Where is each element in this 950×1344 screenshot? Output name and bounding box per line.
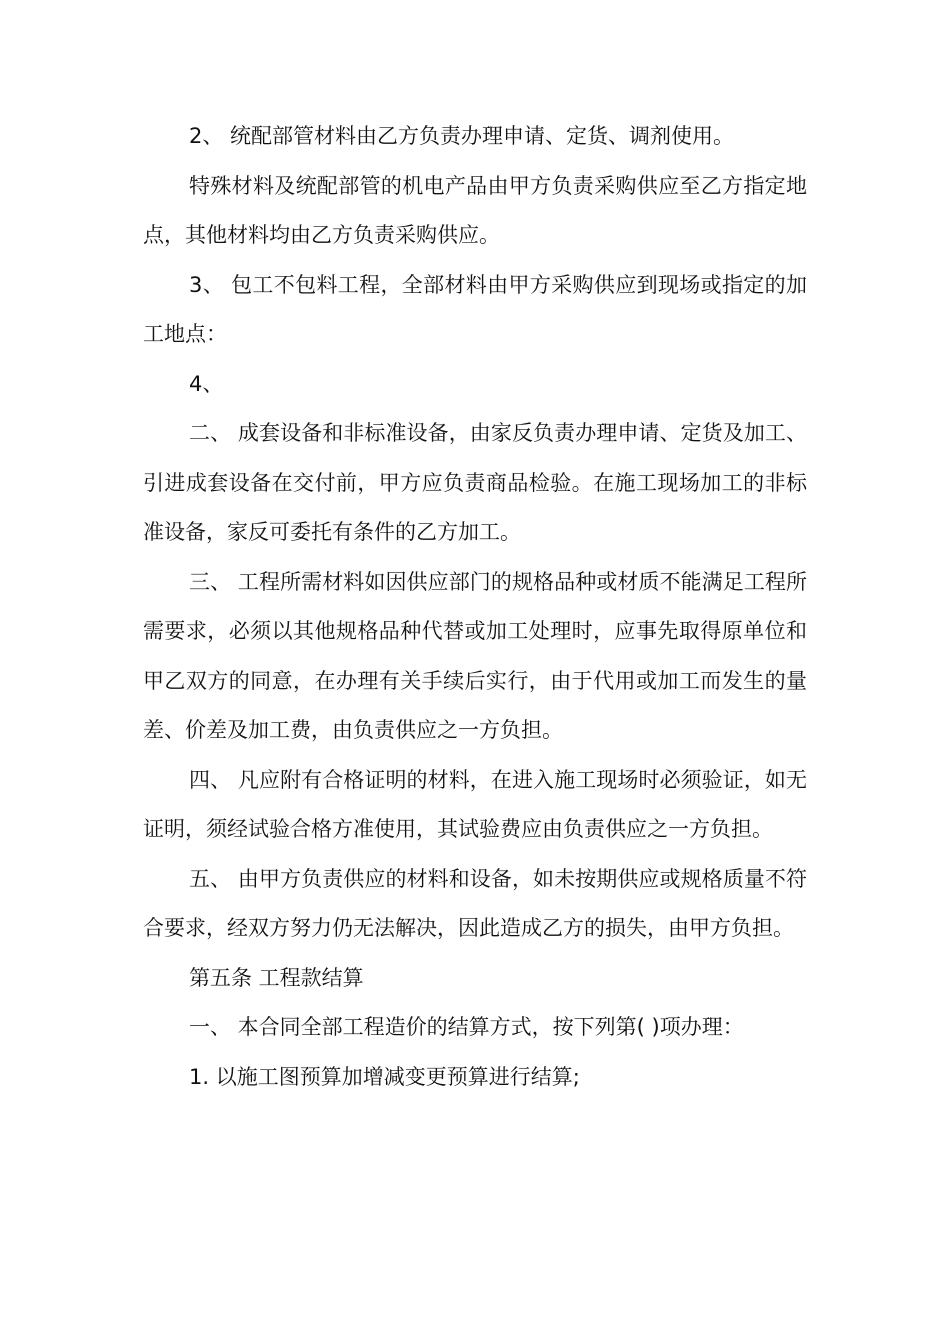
paragraph-item-4: 4、 — [189, 371, 224, 396]
paragraph-item-2-materials: 2、 统配部管材料由乙方负责办理申请、定货、调剂使用。 — [189, 124, 735, 148]
paragraph-section-3-substitution: 三、 工程所需材料如因供应部门的规格品种或材质不能满足工程所需要求，必须以其他规格品种代替或加工处理时，应事先取得原单位和甲乙双方的同意，在办理有关手续后实行，由于代用或加工而发生的量差、价差及加工费，由负责供应之一方负担。 — [143, 569, 807, 742]
paragraph-settlement-method: 一、 本合同全部工程造价的结算方式，按下列第( )项办理： — [189, 1015, 744, 1039]
paragraph-item-3-labor-only: 3、 包工不包料工程，全部材料由甲方采购供应到现场或指定的加工地点： — [143, 272, 807, 346]
document-body — [143, 112, 807, 1102]
paragraph-settlement-option-1: 1. 以施工图预算加增减变更预算进行结算; — [189, 1064, 580, 1089]
paragraph-section-5-supply-loss: 五、 由甲方负责供应的材料和设备，如未按期供应或规格质量不符合要求，经双方努力仍无法解决，因此造成乙方的损失，由甲方负担。 — [143, 866, 807, 940]
paragraph-section-4-certification: 四、 凡应附有合格证明的材料，在进入施工现场时必须验证，如无证明，须经试验合格方准使用，其试验费应由负责供应之一方负担。 — [143, 767, 807, 841]
paragraph-special-materials: 特殊材料及统配部管的机电产品由甲方负责采购供应至乙方指定地点，其他材料均由乙方负责采购供应。 — [143, 173, 807, 247]
article-5-heading: 第五条 工程款结算 — [189, 965, 364, 990]
paragraph-section-2-equipment: 二、 成套设备和非标准设备，由家反负责办理申请、定货及加工、引进成套设备在交付前，甲方应负责商品检验。在施工现场加工的非标准设备，家反可委托有条件的乙方加工。 — [143, 421, 807, 544]
